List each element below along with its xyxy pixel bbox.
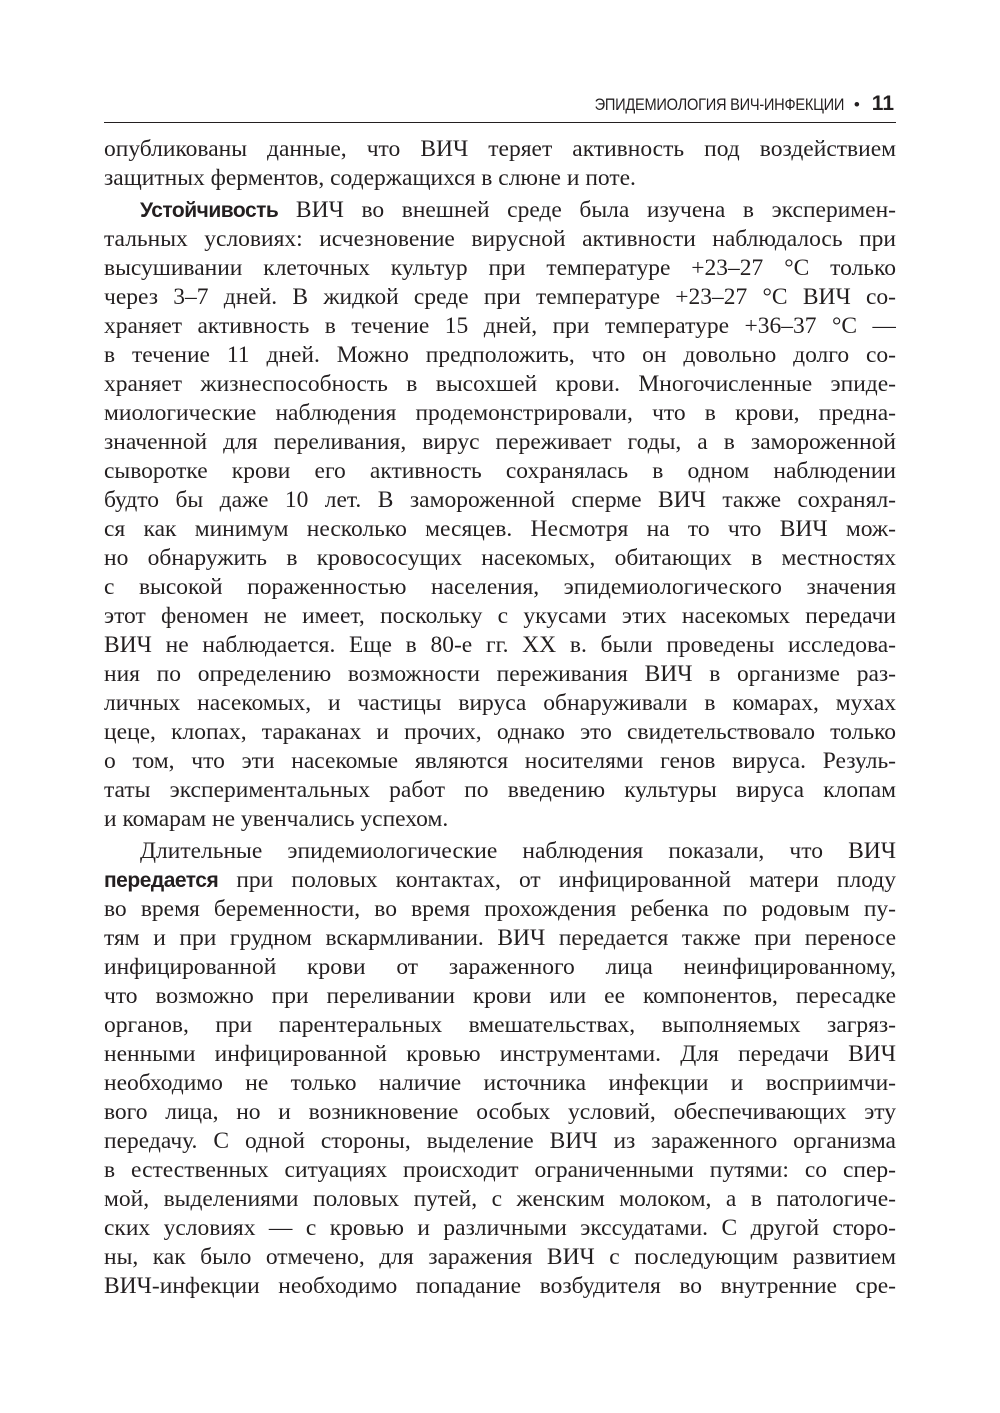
text-line (104, 1098, 896, 1127)
line-text: ВИЧ-инфекции необходимо попадание возбудителя во внутренние сре- (104, 1273, 896, 1299)
line-text: с высокой пораженностью населения, эпидемиологического значения (104, 574, 896, 600)
line-text: ся как минимум несколько месяцев. Несмотря на то что ВИЧ мож- (104, 516, 896, 542)
line-text: ния по определению возможности переживания ВИЧ в организме раз- (104, 661, 896, 687)
line-text: через 3–7 дней. В жидкой среде при температуре +23–27 °С ВИЧ со- (104, 284, 896, 310)
text-line (104, 660, 896, 689)
line-text: что возможно при переливании крови или ее компонентов, пересадке (104, 983, 896, 1009)
line-text: Длительные эпидемиологические наблюдения показали, что ВИЧ (140, 838, 896, 864)
text-line (104, 370, 896, 399)
text-line (104, 924, 896, 953)
page-number: 11 (871, 92, 894, 115)
line-text: во время беременности, во время прохождения ребенка по родовым пу- (104, 896, 896, 922)
line-text: и комарам не увенчались успехом. (104, 806, 449, 832)
text-line (104, 312, 896, 341)
line-text: высушивании клеточных культур при температуре +23–27 °С только (104, 255, 896, 281)
text-line (104, 283, 896, 312)
line-text: храняет жизнеспособность в высохшей крови. Многочисленные эпиде- (104, 371, 896, 397)
text-line (104, 196, 896, 225)
text-line (104, 457, 896, 486)
line-text: ВИЧ не наблюдается. Еще в 80-е гг. XX в. были проведены исследова- (104, 632, 896, 658)
line-text: таты экспериментальных работ по введению культуры вируса клопам (104, 777, 896, 803)
text-line (104, 982, 896, 1011)
line-text: при половых контактах, от инфицированной матери плоду (218, 867, 896, 893)
text-line (104, 135, 896, 164)
line-text: мой, выделениями половых путей, с женским молоком, а в патологиче- (104, 1186, 896, 1212)
line-text: опубликованы данные, что ВИЧ теряет активность под воздействием (104, 136, 896, 162)
text-line (104, 399, 896, 428)
text-line (104, 837, 896, 866)
line-text: личных насекомых, и частицы вируса обнаруживали в комарах, мухах (104, 690, 896, 716)
line-text: о том, что эти насекомые являются носителями генов вируса. Резуль- (104, 748, 896, 774)
line-text: миологические наблюдения продемонстрировали, что в крови, предна- (104, 400, 896, 426)
line-text: в естественных ситуациях происходит ограниченными путями: со спер- (104, 1157, 896, 1183)
text-line (104, 1011, 896, 1040)
line-text: вого лица, но и возникновение особых условий, обеспечивающих эту (104, 1099, 896, 1125)
text-line (104, 164, 896, 193)
text-line (104, 1156, 896, 1185)
line-text: защитных ферментов, содержащихся в слюне и поте. (104, 165, 636, 191)
line-text: но обнаружить в кровососущих насекомых, обитающих в местностях (104, 545, 896, 571)
text-line (104, 225, 896, 254)
text-line (104, 866, 896, 895)
line-text: тальных условиях: исчезновение вирусной активности наблюдалось при (104, 226, 896, 252)
text-line (104, 1185, 896, 1214)
line-text: храняет активность в течение 15 дней, при температуре +36–37 °С — (104, 313, 896, 339)
line-text: значенной для переливания, вирус переживает годы, а в замороженной (104, 429, 896, 455)
text-line (104, 428, 896, 457)
text-line (104, 341, 896, 370)
body-text (104, 135, 896, 1301)
text-line (104, 895, 896, 924)
running-header (104, 86, 896, 123)
text-line (104, 1214, 896, 1243)
line-text: органов, при парентеральных вмешательствах, выполняемых загряз- (104, 1012, 896, 1038)
text-line (104, 254, 896, 283)
bold-term: Устойчивость (140, 199, 279, 222)
text-line (104, 805, 896, 834)
line-text: цеце, клопах, тараканах и прочих, однако это свидетельствовало только (104, 719, 896, 745)
line-text: ненными инфицированной кровью инструментами. Для передачи ВИЧ (104, 1041, 896, 1067)
line-text: сыворотке крови его активность сохранялась в одном наблюдении (104, 458, 896, 484)
line-text: инфицированной крови от зараженного лица неинфицированному, (104, 954, 896, 980)
line-text: ВИЧ во внешней среде была изучена в эксперимен- (278, 197, 896, 223)
bold-term: передается (104, 869, 219, 892)
text-line (104, 515, 896, 544)
text-line (104, 1069, 896, 1098)
text-line (104, 573, 896, 602)
text-line (104, 602, 896, 631)
line-text: необходимо не только наличие источника инфекции и восприимчи- (104, 1070, 896, 1096)
text-line (104, 953, 896, 982)
text-line (104, 1243, 896, 1272)
text-line (104, 1272, 896, 1301)
text-line (104, 486, 896, 515)
text-line (104, 718, 896, 747)
text-line (104, 544, 896, 573)
text-line (104, 747, 896, 776)
line-text: ских условиях — с кровью и различными экссудатами. С другой сторо- (104, 1215, 896, 1241)
text-line (104, 631, 896, 660)
line-text: этот феномен не имеет, поскольку с укусами этих насекомых передачи (104, 603, 896, 629)
chapter-title: ЭПИДЕМИОЛОГИЯ ВИЧ-ИНФЕКЦИИ (594, 95, 844, 114)
text-line (104, 1127, 896, 1156)
line-text: передачу. С одной стороны, выделение ВИЧ из зараженного организма (104, 1128, 896, 1154)
line-text: ны, как было отмечено, для заражения ВИЧ с последующим развитием (104, 1244, 896, 1270)
line-text: тям и при грудном вскармливании. ВИЧ передается также при переносе (104, 925, 896, 951)
line-text: в течение 11 дней. Можно предположить, что он довольно долго со- (104, 342, 896, 368)
line-text: будто бы даже 10 лет. В замороженной сперме ВИЧ также сохранял- (104, 487, 896, 513)
text-line (104, 1040, 896, 1069)
header-bullet: • (853, 95, 860, 114)
text-line (104, 689, 896, 718)
text-line (104, 776, 896, 805)
